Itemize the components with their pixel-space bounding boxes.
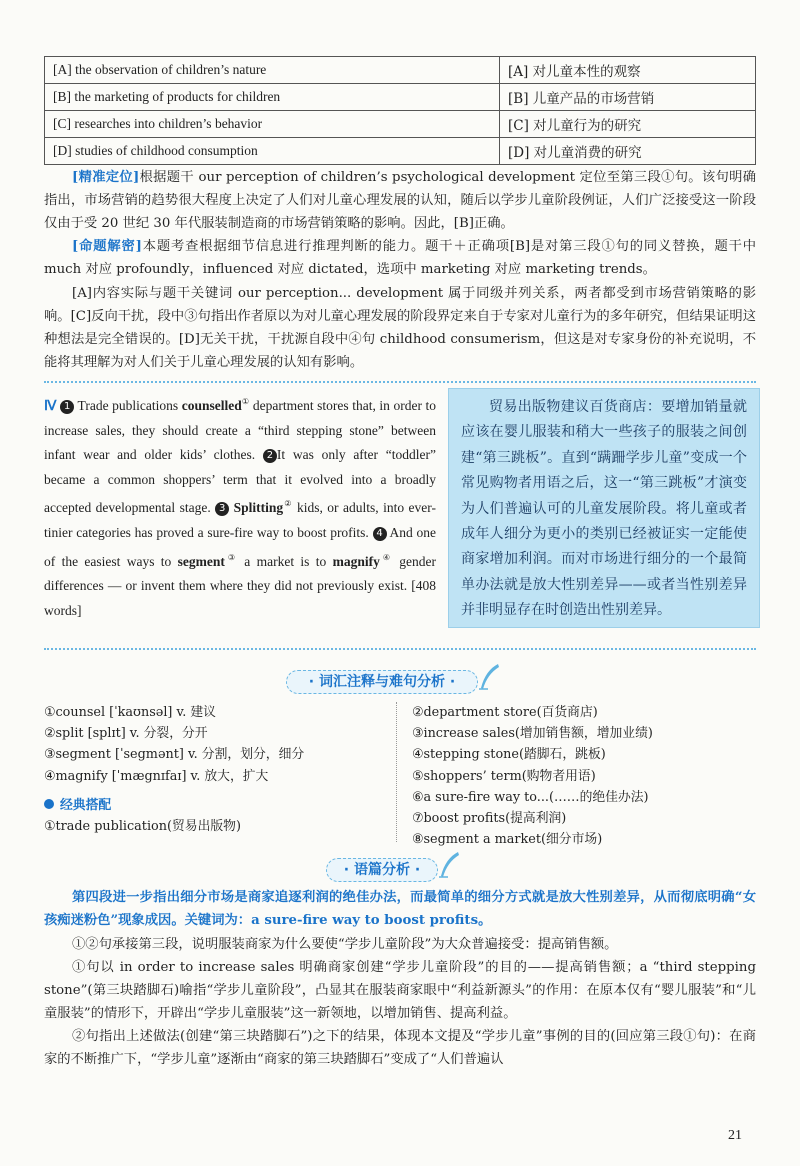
vocab-list-left bbox=[44, 702, 384, 837]
locate-text: 根据题干 our perception of children’s psychological development 定位至第三段①句。该句明确指出，市场营销的趋势很大程度上决定了人们对儿童心理发展的认知，随后以学步儿童阶段例证，人们广泛接受这一阶段仅由于受 20 世纪 30 年代服装制造商的市场营销策略的影响。因此，[B]正确。 bbox=[44, 170, 756, 231]
option-row bbox=[45, 84, 756, 111]
collocation-entry: ④stepping stone(踏脚石，跳板) bbox=[412, 747, 606, 763]
passage-paragraph bbox=[44, 390, 436, 623]
sentence-number: 2 bbox=[263, 449, 277, 463]
sentence-text: department stores that, in order to increase sales, they should create a “third stepping stone” between infant wear and older kids’ clothes. bbox=[44, 398, 437, 463]
decode-label: [命题解密] bbox=[72, 239, 142, 254]
sentence-number: 3 bbox=[215, 502, 229, 516]
discourse-paragraph: ②句指出上述做法(创建“第三块踏脚石”)之下的结果，体现本文提及“学步儿童”事例的目的(回应第三段①句)：在商家的不断推广下，“学步儿童”逐渐由“商家的第三块踏脚石”变成了“人们普遍认 bbox=[44, 1029, 756, 1067]
vocab-entry: ③segment [ˈsegmənt] v. 分割，划分，细分 bbox=[44, 747, 305, 763]
translation-text: 贸易出版物建议百货商店：要增加销量就应该在婴儿服装和稍大一些孩子的服装之间创建“第三跳板”。直到“蹒跚学步儿童”变成一个常见购物者用语之后，这一“第三跳板”才演变为人们普遍认可的儿童发展阶段。将儿童或者成年人细分为更小的类别已经被证实一定能使商家增加利润。而对市场进行细分的一个最简单办法就是放大性别差异——或者当性别差异并非明显存在时创造出性别差异。 bbox=[461, 399, 747, 619]
option-zh: [C] 对儿童行为的研究 bbox=[500, 111, 756, 138]
sentence-text: gender differences — or invent them where they did not previously exist. [408 words] bbox=[44, 553, 437, 618]
quill-icon bbox=[436, 850, 462, 880]
column-divider bbox=[396, 702, 397, 842]
vocab-list-right bbox=[412, 702, 752, 850]
page-number: 21 bbox=[728, 1128, 742, 1143]
keyword: counselled bbox=[181, 398, 242, 413]
vocab-entry: ①counsel [ˈkaʊnsəl] v. 建议 bbox=[44, 705, 216, 720]
collocation-entry: ⑥a sure-fire way to...(……的绝佳办法) bbox=[412, 789, 649, 805]
collocation-entry: ①trade publication(贸易出版物) bbox=[44, 819, 241, 835]
quill-icon bbox=[476, 662, 502, 692]
footnote-mark: ③ bbox=[224, 552, 238, 562]
bullet-icon bbox=[44, 799, 54, 809]
sentence-text: It was only after “toddler” became a common shoppers’ term that it evolved into a broadly accepted developmental stage. bbox=[44, 447, 436, 516]
option-zh: [B] 儿童产品的市场营销 bbox=[500, 84, 756, 111]
footnote-mark: ② bbox=[283, 499, 293, 509]
analysis-paragraph: [A]内容实际与题干关键词 our perception... development 属于同级并列关系，两者都受到市场营销策略的影响。[C]反向干扰，段中③句指出作者原以为对儿童心理发展的阶段界定来自于专家对儿童行为的多年研究，但结果证明这种想法是完全错误的。[D]无关干扰，干扰源自段中④句 childhood consumerism，但这是对专家身份的补充说明，不能将其理解为对人们关于儿童心理发展的认知有影响。 bbox=[44, 286, 756, 370]
discourse-paragraph: ①句以 in order to increase sales 明确商家创建“学步儿童阶段”的目的——提高销售额；a “third stepping stone”(第三块踏脚石)喻指“学步儿童阶段”，凸显其在服装商家眼中“利益新源头”的作用：在原本仅有“婴儿服装”和“儿童服装”的情形下，开辟出“学步儿童服装”这一新领地，以增加销售、提高利益。 bbox=[44, 960, 756, 1021]
sentence-text: kids, or adults, into ever-tinier categories has proved a sure-fire way to boost profits. bbox=[44, 500, 437, 540]
locate-paragraph bbox=[44, 166, 756, 235]
option-en: [B] the marketing of products for children bbox=[45, 84, 500, 111]
discourse-section-title: · 语篇分析 · bbox=[326, 858, 438, 882]
option-en: [C] researches into children’s behavior bbox=[45, 111, 500, 138]
option-zh: [A] 对儿童本性的观察 bbox=[500, 57, 756, 84]
vocab-entry: ④magnify [ˈmægnɪfaɪ] v. 放大，扩大 bbox=[44, 768, 269, 784]
translation-box bbox=[448, 388, 760, 628]
sentence-number: 4 bbox=[373, 527, 387, 541]
sentence-number: 1 bbox=[60, 400, 74, 414]
vocab-entry: ②split [splɪt] v. 分裂，分开 bbox=[44, 726, 208, 742]
option-row bbox=[45, 111, 756, 138]
keyword: magnify bbox=[332, 553, 380, 569]
collocation-entry: ⑧segment a market(细分市场) bbox=[412, 832, 603, 848]
collocation-entry: ③increase sales(增加销售额，增加业绩) bbox=[412, 726, 653, 742]
discourse-paragraph: ①②句承接第三段，说明服装商家为什么要使“学步儿童阶段”为大众普遍接受：提高销售额。 bbox=[72, 937, 618, 952]
options-table bbox=[44, 56, 756, 165]
decode-text: 本题考查根据细节信息进行推理判断的能力。题干＋正确项[B]是对第三段①句的同义替换，题干中 much 对应 profoundly，influenced 对应 dictated，选项中 marketing 对应 marketing trends。 bbox=[44, 239, 756, 277]
paragraph-roman-numeral: Ⅳ bbox=[44, 398, 57, 413]
discourse-summary: 第四段进一步指出细分市场是商家追逐利润的绝佳办法，而最简单的细分方式就是放大性别差异，从而彻底明确“女孩痴迷粉色”现象成因。关键词为：a sure-fire way to boost profits。 bbox=[44, 890, 756, 928]
collocation-heading bbox=[44, 795, 384, 816]
keyword: segment bbox=[177, 553, 225, 569]
collocation-entry: ②department store(百货商店) bbox=[412, 705, 598, 720]
decode-paragraph bbox=[44, 235, 756, 281]
vocab-section-title: · 词汇注释与难句分析 · bbox=[286, 670, 478, 694]
footnote-mark: ④ bbox=[379, 552, 393, 562]
sentence-text: Trade publications bbox=[74, 398, 182, 413]
collocation-entry: ⑤shoppers’ term(购物者用语) bbox=[412, 768, 596, 784]
sentence-text: a market is to bbox=[237, 553, 333, 569]
option-row bbox=[45, 138, 756, 165]
divider bbox=[44, 648, 756, 650]
divider bbox=[44, 381, 756, 383]
option-en: [D] studies of childhood consumption bbox=[45, 138, 500, 165]
sentence-text: And one of the easiest ways to bbox=[44, 524, 436, 569]
locate-label: [精准定位] bbox=[72, 170, 140, 185]
keyword: Splitting bbox=[233, 500, 284, 516]
collocation-entry: ⑦boost profits(提高利润) bbox=[412, 811, 567, 827]
option-zh: [D] 对儿童消费的研究 bbox=[500, 138, 756, 165]
footnote-mark: ① bbox=[241, 397, 250, 406]
option-en: [A] the observation of children’s nature bbox=[45, 57, 500, 84]
option-row bbox=[45, 57, 756, 84]
collocation-title: 经典搭配 bbox=[60, 797, 112, 813]
